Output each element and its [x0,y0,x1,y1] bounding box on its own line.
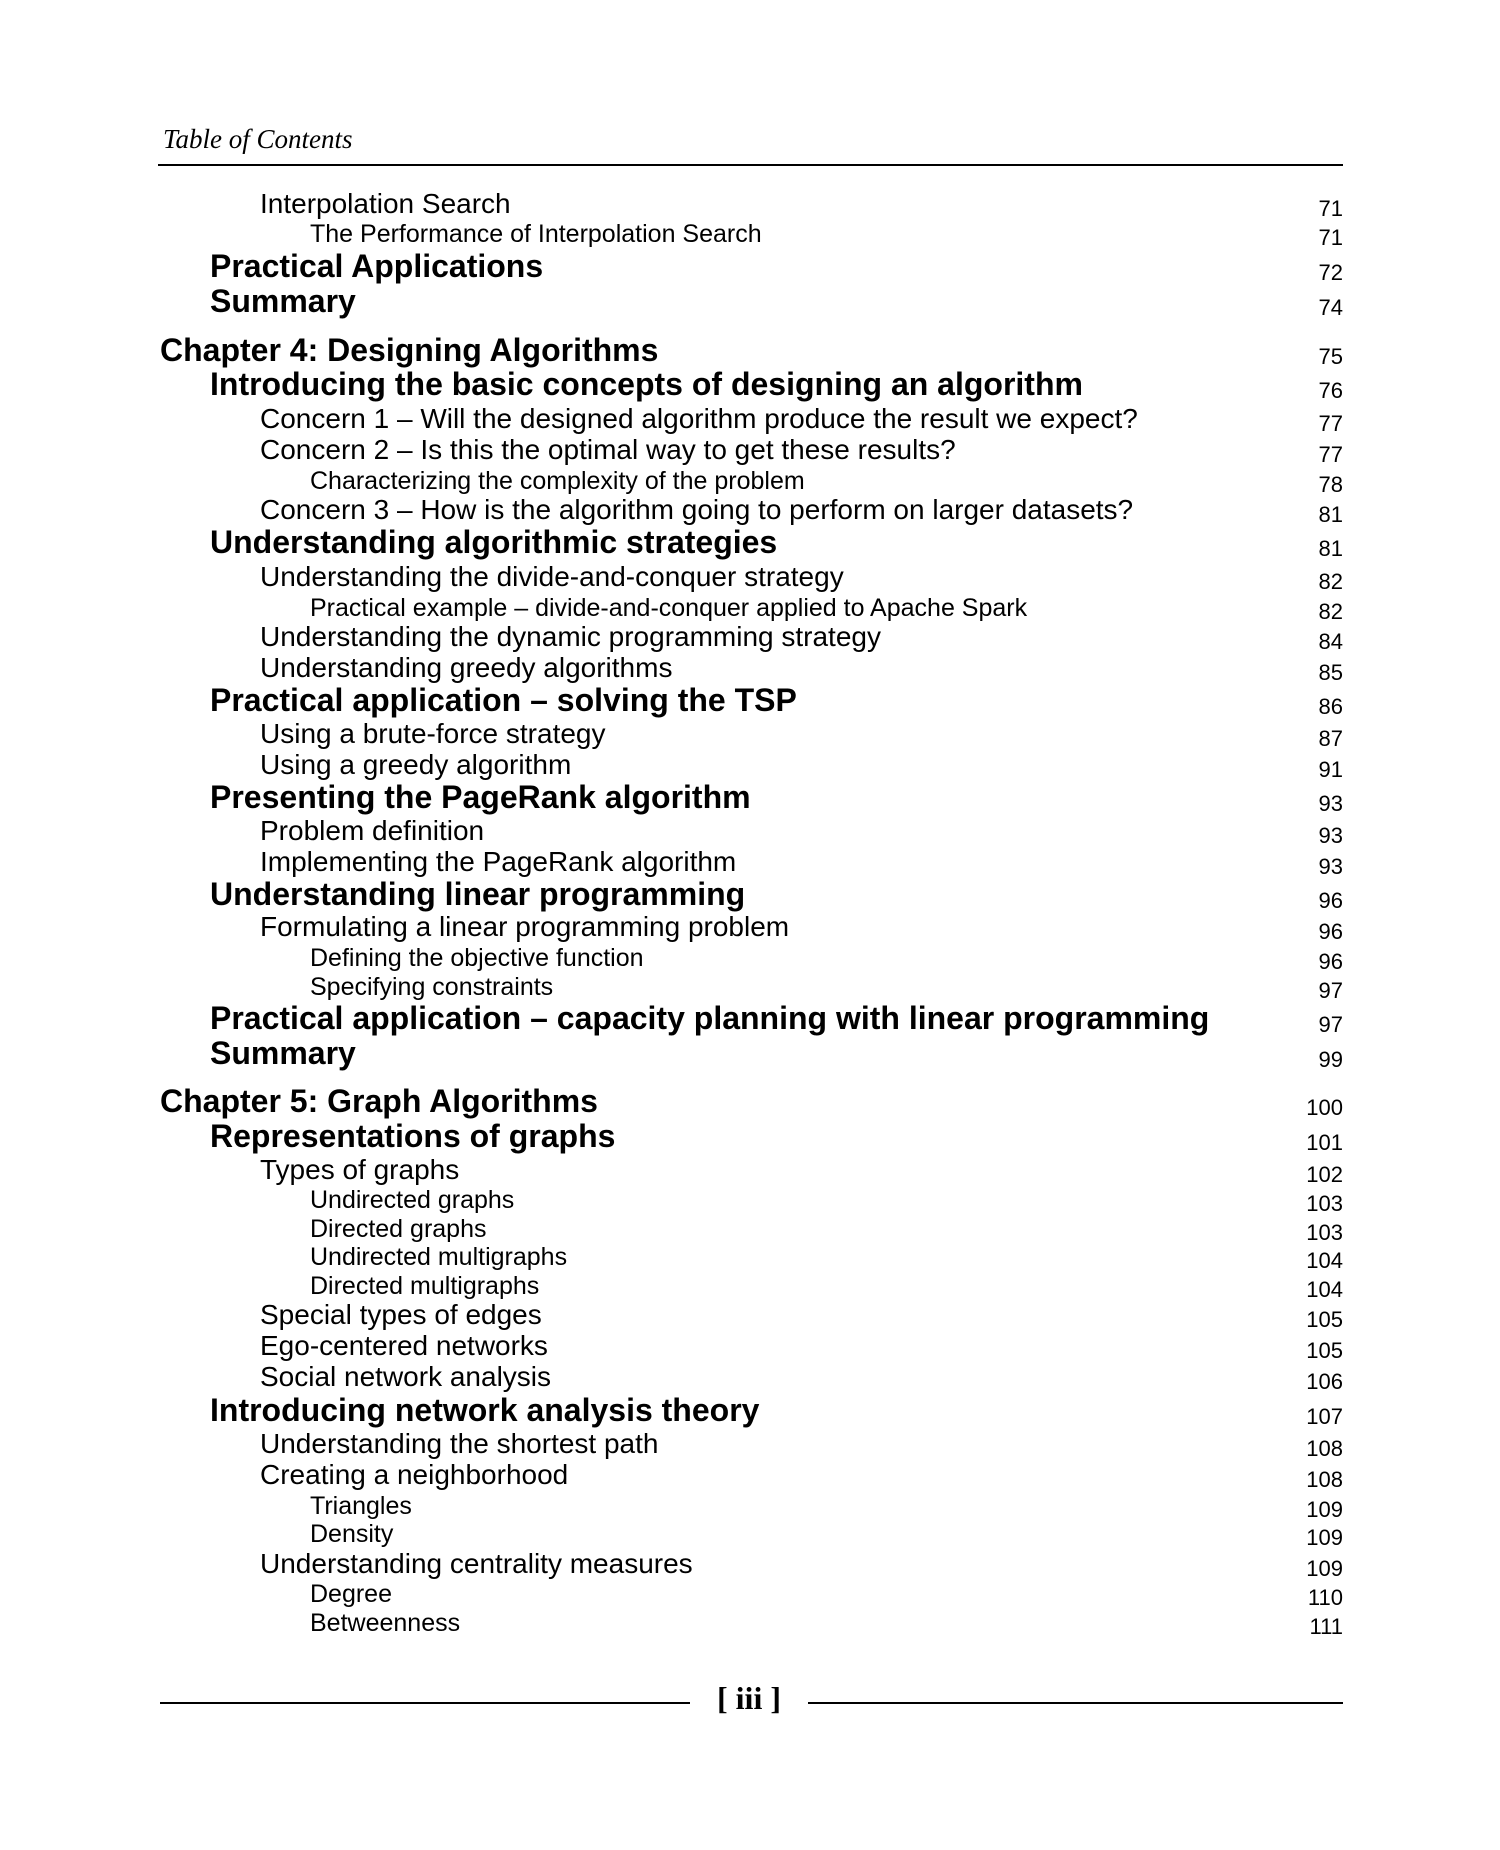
toc-entry-title: Summary [210,1035,356,1071]
footer-rule-left [160,1702,690,1704]
toc-entry-title: Directed multigraphs [310,1272,540,1300]
toc-entry-page: 100 [1306,1095,1343,1120]
toc-entry-title: Ego-centered networks [260,1330,548,1361]
toc-entry-title: Understanding the shortest path [260,1428,659,1459]
toc-entry-page: 82 [1318,569,1343,594]
toc-entry-title: Concern 2 – Is this the optimal way to get these results? [260,434,956,465]
toc-entry-title: Density [310,1520,394,1548]
toc-entry-title: Understanding centrality measures [260,1548,693,1579]
toc-entry-title: Defining the objective function [310,944,644,972]
toc-entry-title: Practical Applications [210,248,544,284]
toc-entry-page: 103 [1306,1220,1343,1245]
toc-entry-page: 81 [1318,502,1343,527]
toc-entry-title: Understanding greedy algorithms [260,652,673,683]
toc-entry-title: Practical application – solving the TSP [210,682,797,718]
toc-entry-title: Formulating a linear programming problem [260,911,790,942]
toc-entry-page: 91 [1318,757,1343,782]
toc-entry-title: Social network analysis [260,1361,552,1392]
toc-entry-title: Implementing the PageRank algorithm [260,846,737,877]
toc-entry-page: 86 [1318,694,1343,719]
toc-entry-page: 81 [1318,536,1343,561]
toc-entry-page: 102 [1306,1162,1343,1187]
toc-entry-title: Understanding the dynamic programming strategy [260,621,881,652]
toc-entry-title: Directed graphs [310,1215,487,1243]
toc-entry-page: 109 [1306,1556,1343,1581]
toc-entry-title: Understanding linear programming [210,876,746,912]
toc-entry-page: 87 [1318,726,1343,751]
toc-entry-page: 99 [1318,1047,1343,1072]
toc-entry-page: 96 [1318,919,1343,944]
toc-entry-title: Concern 3 – How is the algorithm going to perform on larger datasets? [260,494,1134,525]
toc-entry-page: 107 [1306,1404,1343,1429]
toc-entry-page: 109 [1306,1497,1343,1522]
toc-entry-title: Problem definition [260,815,485,846]
toc-entry-title: Presenting the PageRank algorithm [210,779,751,815]
toc-entry-title: Concern 1 – Will the designed algorithm produce the result we expect? [260,403,1138,434]
toc-entry-title: Special types of edges [260,1299,542,1330]
toc-entry-title: Using a greedy algorithm [260,749,572,780]
toc-entry-page: 76 [1318,378,1343,403]
toc-entry-title: Practical application – capacity planning with linear programming [210,1000,1210,1036]
toc-entry-title: Undirected multigraphs [310,1243,568,1271]
toc-entry-title: Triangles [310,1492,412,1520]
toc-entry-title: Betweenness [310,1609,461,1637]
toc-entry-title: Degree [310,1580,392,1608]
toc-entry-title: Interpolation Search [260,188,511,219]
toc-entry-title: Representations of graphs [210,1118,616,1154]
toc-entry-title: Characterizing the complexity of the problem [310,467,805,495]
toc-entry-page: 93 [1318,823,1343,848]
footer-rule-right [808,1702,1343,1704]
toc-entry-page: 93 [1318,854,1343,879]
toc-entry-title: Using a brute-force strategy [260,718,606,749]
toc-entry-page: 105 [1306,1338,1343,1363]
toc-entry-page: 104 [1306,1277,1343,1302]
toc-entry-page: 96 [1318,888,1343,913]
toc-entry-page: 108 [1306,1436,1343,1461]
toc-entry-page: 109 [1306,1525,1343,1550]
toc-entry-page: 71 [1318,196,1343,221]
toc-entry-page: 82 [1318,599,1343,624]
toc-entry-page: 78 [1318,472,1343,497]
toc-entry-page: 77 [1318,411,1343,436]
toc-entry-page: 75 [1318,344,1343,369]
toc-entry-title: Understanding algorithmic strategies [210,524,778,560]
toc-entry-page: 72 [1318,260,1343,285]
toc-entry-title: Chapter 5: Graph Algorithms [160,1083,598,1119]
toc-entry-title: The Performance of Interpolation Search [310,220,762,248]
toc-entry-page: 93 [1318,791,1343,816]
toc-entry-page: 96 [1318,949,1343,974]
toc-entry-title: Chapter 4: Designing Algorithms [160,332,659,368]
toc-entry-page: 111 [1309,1614,1343,1639]
toc-entry-page: 74 [1318,295,1343,320]
toc-entry-title: Introducing network analysis theory [210,1392,760,1428]
toc-entry-title: Understanding the divide-and-conquer strategy [260,561,844,592]
toc-entry-page: 97 [1318,978,1343,1003]
toc-entry-page: 106 [1306,1369,1343,1394]
toc-entry-page: 108 [1306,1467,1343,1492]
toc-entry-page: 110 [1307,1585,1343,1610]
toc-entry-page: 77 [1318,442,1343,467]
running-header: Table of Contents [163,124,353,154]
toc-entry-page: 105 [1306,1307,1343,1332]
toc-entry-page: 84 [1318,629,1343,654]
toc-entry-page: 71 [1318,225,1343,250]
page-number: [ iii ] [717,1680,781,1716]
toc-entry-title: Undirected graphs [310,1186,515,1214]
toc-entry-title: Types of graphs [260,1154,460,1185]
toc-entry-title: Summary [210,283,356,319]
toc-entry-title: Practical example – divide-and-conquer applied to Apache Spark [310,594,1028,622]
toc-entry-title: Introducing the basic concepts of designing an algorithm [210,366,1083,402]
toc-entry-page: 103 [1306,1191,1343,1216]
toc-entry-page: 101 [1306,1130,1343,1155]
toc-entry-title: Specifying constraints [310,973,554,1001]
toc-entry-title: Creating a neighborhood [260,1459,569,1490]
toc-entry-page: 104 [1306,1248,1343,1273]
toc-entry-page: 85 [1318,660,1343,685]
toc-entry-page: 97 [1318,1012,1343,1037]
